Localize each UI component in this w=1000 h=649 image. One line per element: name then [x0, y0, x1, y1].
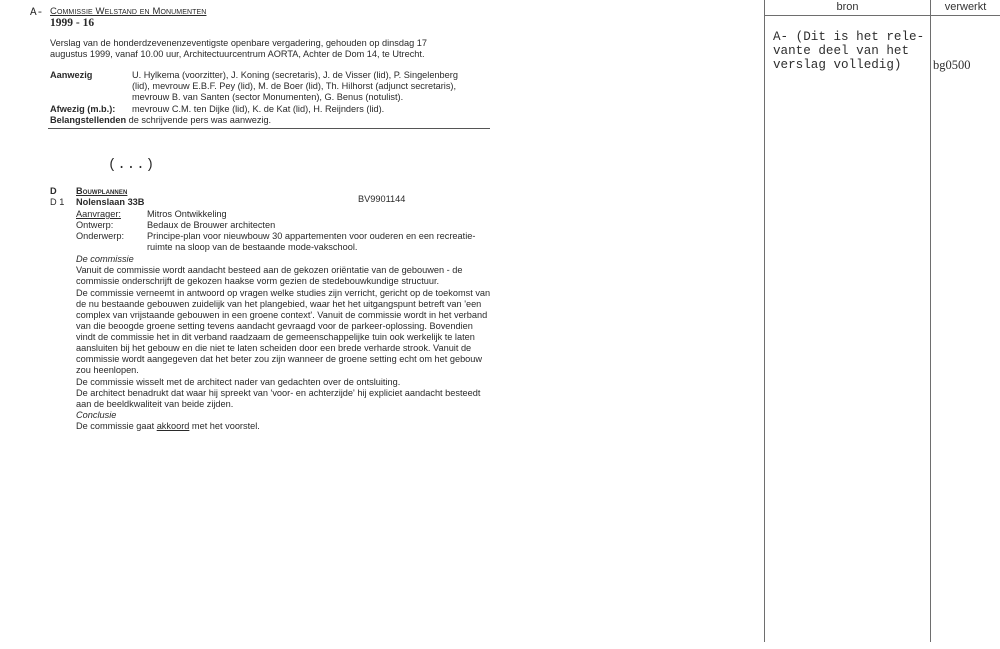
- document-number: 1999 - 16: [50, 17, 95, 29]
- intro-line-1: Verslag van de honderdzevenenzeventigste openbare vergadering, gehouden op dinsdag 17: [50, 38, 427, 48]
- body-line: commissie wordt aangegeven dat het beter zou zijn wanneer de groene setting echt om het gebouw: [76, 354, 483, 364]
- subject-line-2: ruimte na sloop van de bestaande mode-vakschool.: [147, 242, 358, 252]
- conclusion-line: [76, 421, 260, 432]
- body-line: van die beoogde groene setting tevens aandacht gevraagd voor de parkeer-oplossing. Bovendien: [76, 321, 473, 331]
- source-note-line: verslag volledig): [773, 58, 902, 72]
- item-title: Nolenslaan 33B: [76, 197, 145, 207]
- absent-label: Afwezig (m.b.):: [50, 104, 116, 114]
- column-header-rule: [764, 15, 1000, 16]
- body-line: De commissie wisselt met de architect nader van gedachten over de ontsluiting.: [76, 377, 401, 387]
- source-note-line: vante deel van het: [773, 44, 910, 58]
- body-line: complex van vrijstaande gebouwen in een groene context'. Vanuit de commissie wordt in het verband: [76, 310, 488, 320]
- body-line: zou heenlopen.: [76, 365, 139, 375]
- body-line: vindt de commissie het in dit verband raadzaam de gemeenschappelijke tuin ook werkelijk te laten: [76, 332, 475, 342]
- organization-name: Commissie Welstand en Monumenten: [50, 6, 207, 17]
- absent-text: mevrouw C.M. ten Dijke (lid), K. de Kat (lid), H. Reijnders (lid).: [132, 104, 385, 114]
- present-line: U. Hylkema (voorzitter), J. Koning (secretaris), J. de Visser (lid), P. Singelenberg: [132, 70, 458, 80]
- conclusion-suffix: met het voorstel.: [189, 421, 260, 431]
- body-line: Vanuit de commissie wordt aandacht besteed aan de gekozen oriëntatie van de gebouwen - de: [76, 265, 463, 275]
- item-code: D 1: [50, 197, 65, 207]
- item-reference: BV9901144: [358, 194, 406, 204]
- conclusion-prefix: De commissie gaat: [76, 421, 157, 431]
- conclusion-heading: Conclusie: [76, 410, 117, 420]
- section-code: D: [50, 186, 57, 196]
- design-value: Bedaux de Brouwer architecten: [147, 220, 276, 230]
- margin-marker-a: A-: [30, 7, 44, 19]
- header-divider: [48, 128, 490, 129]
- applicant-value: Mitros Ontwikkeling: [147, 209, 227, 219]
- body-line: De commissie verneemt in antwoord op vragen welke studies zijn verricht, gericht op de toekomst van: [76, 288, 491, 298]
- interested-label: Belangstellenden: [50, 115, 127, 125]
- design-label: Ontwerp:: [76, 220, 114, 230]
- omission-marker: (...): [108, 157, 156, 173]
- body-line: aansluiten bij het gebouw en die niet te laten scheiden door een brede verharde strook. Vanuit de: [76, 343, 472, 353]
- subject-line-1: Principe-plan voor nieuwbouw 30 appartementen voor ouderen en een recreatie-: [147, 231, 476, 241]
- column-header-bron: bron: [836, 1, 859, 13]
- interested-line: [50, 115, 271, 126]
- applicant-label: Aanvrager:: [76, 209, 121, 219]
- source-note-line: A- (Dit is het rele-: [773, 30, 925, 44]
- subject-label: Onderwerp:: [76, 231, 125, 241]
- column-header-verwerkt: verwerkt: [944, 1, 987, 13]
- processed-code: bg0500: [933, 58, 971, 72]
- present-line: mevrouw B. van Santen (sector Monumenten), G. Benus (notulist).: [132, 92, 404, 102]
- intro-line-2: augustus 1999, vanaf 10.00 uur, Architectuurcentrum AORTA, Achter de Dom 14, te Utrecht.: [50, 49, 425, 59]
- column-divider-verwerkt: [930, 0, 931, 642]
- body-line: aan de beeldkwaliteit van beide zijden.: [76, 399, 234, 409]
- section-title: Bouwplannen: [76, 186, 128, 196]
- present-label: Aanwezig: [50, 70, 93, 80]
- column-divider-bron: [764, 0, 765, 642]
- body-line: de nu bestaande gebouwen zuidelijk van het plangebied, waar het het uitgangspunt betreft van 'een: [76, 299, 482, 309]
- conclusion-keyword: akkoord: [156, 421, 190, 431]
- interested-text: de schrijvende pers was aanwezig.: [126, 115, 272, 125]
- present-line: (lid), mevrouw E.B.F. Pey (lid), M. de Boer (lid), Th. Hilhorst (adjunct secretaris),: [132, 81, 457, 91]
- body-line: De architect benadrukt dat waar hij spreekt van 'voor- en achterzijde' hij expliciet aandacht besteedt: [76, 388, 481, 398]
- commission-heading: De commissie: [76, 254, 134, 264]
- body-line: commissie onderschrijft de gekozen haakse vorm gezien de stedebouwkundige structuur.: [76, 276, 440, 286]
